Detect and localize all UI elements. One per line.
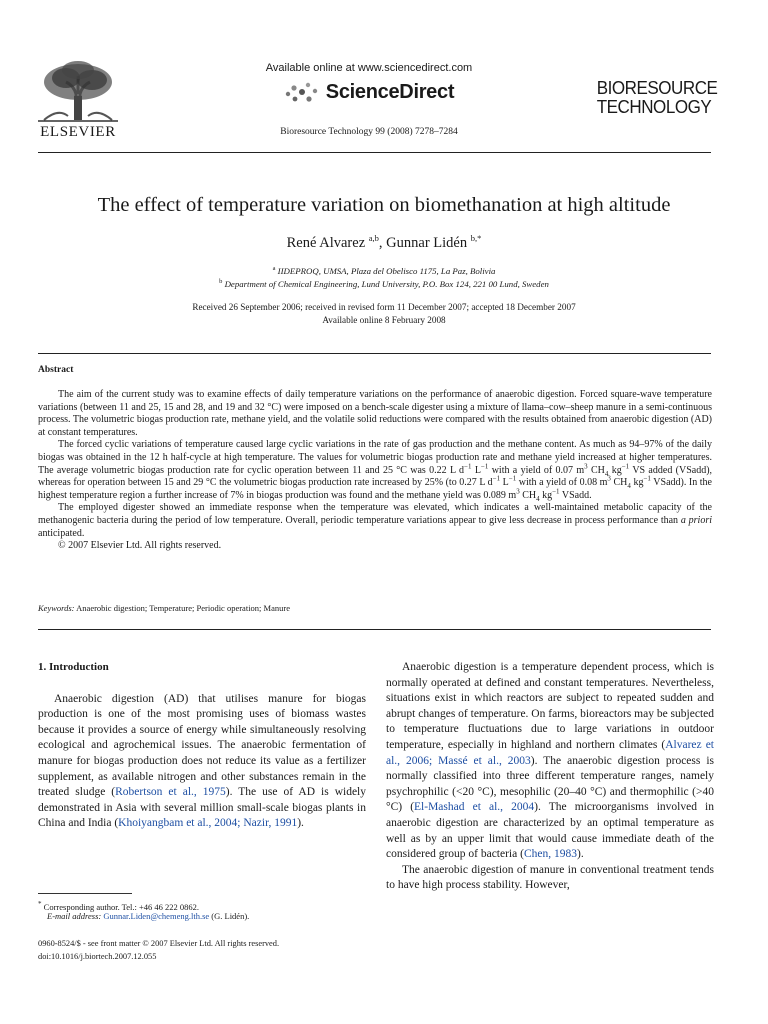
email-suffix: (G. Lidén). <box>211 911 250 921</box>
journal-reference: Bioresource Technology 99 (2008) 7278–7284 <box>280 127 458 137</box>
abstract-paragraph: The employed digester showed an immediate response when the temperature was elevated, which indicates a well-maintained metabolic capacity of the methanogenic bacteria during the period of low temperature. Overall, periodic temperature variations appear to give less decrease in process performance than a priori anticipated. <box>38 502 712 539</box>
footnote-divider <box>38 893 132 894</box>
available-online-date: Available online 8 February 2008 <box>322 315 446 325</box>
citation-link[interactable]: Alvarez et al., 2006; Massé et al., 2003 <box>386 738 714 767</box>
doi-line: doi:10.1016/j.biortech.2007.12.055 <box>38 952 157 961</box>
journal-logo-line1: BIORESOURCE <box>596 77 718 98</box>
right-column <box>386 660 714 894</box>
affiliation-b <box>0 278 768 289</box>
keywords-line <box>38 603 290 613</box>
received-dates: Received 26 September 2006; received in revised form 11 December 2007; accepted 18 December 2007 <box>192 302 576 312</box>
author-affil-marker: b,* <box>470 233 482 243</box>
abstract-paragraph: The forced cyclic variations of temperature caused large cyclic variations in the rate of gas production and the methane content. As much as 94–97% of the daily biogas was obtained in the 12 h half-cycle at high temperature. The values for volumetric biogas production rate and methane yield increased at higher temperatures. The average volumetric biogas production rate for cyclic operation between 11 and 25 °C was 0.22 L $d^{-1}$ $L^{-1}$ with a yield of 0.07 $m^3$ $CH_4$ $kg^{-1}$ VS added (VSadd), whereas for operation between 15 and 29 °C the volumetric biogas production rate increased by 25% (to 0.27 L $d^{-1}$ $L^{-1}$ with a yield of 0.08 $m^3$ $CH_4$ $kg^{-1}$ VSadd). In the highest temperature region a further increase of 7% in biogas production was found and the methane yield was 0.089 $m^3$ $CH_4$ $kg^{-1}$ VSadd. <box>38 439 713 503</box>
author-affil-marker: a,b <box>368 233 379 243</box>
body-paragraph: The anaerobic digestion of manure in conventional treatment tends to have high process stability. However, <box>386 863 714 892</box>
affiliation-a <box>0 265 768 276</box>
email-note <box>38 911 377 922</box>
body-paragraph: Anaerobic digestion is a temperature dependent process, which is normally operated at defined and constant temperatures. Nevertheless, situations exist in which reactors are subject to repeated sudden and abrupt changes of temperature. On farms, bioreactors may be subjected to temperature fluctuations due to large variations in outdoor temperature, especially in highland and northern climates (Alvarez et al., 2006; Massé et al., 2003). The anaerobic digestion process is normally classified into three different temperature ranges, namely psychrophilic (<20 °C), mesophilic (20–40 °C) and thermophilic (>40 °C) (El-Mashad et al., 2004). The microorganisms involved in anaerobic digestion are characterized by an optimal temperature as well as by an upper limit that would cause immediate death of the considered group of bacteria (Chen, 1983). <box>386 661 714 861</box>
header-divider <box>38 152 711 153</box>
keywords-label: Keywords: <box>38 603 75 613</box>
body-paragraph: Anaerobic digestion (AD) that utilises manure for biogas production is one of the most promising uses of biomass wastes because it provides a source of energy while simultaneously resolving ecological and agrochemical issues. The anaerobic fermentation of manure for biogas production does not reduce its value as a fertilizer supplement, as available nitrogen and other substances remain in the treated sludge (Robertson et al., 1975). The use of AD is widely demonstrated in Asia with several million small-scale biogas plants in China and India (Khoiyangbam et al., 2004; Nazir, 1991). <box>38 692 366 830</box>
citation-link[interactable]: El-Mashad et al., 2004 <box>414 801 535 814</box>
elsevier-wordmark: ELSEVIER <box>40 124 116 140</box>
citation-link[interactable]: Chen, 1983 <box>523 848 577 861</box>
affil-text: IIDEPROQ, UMSA, Plaza del Obelisco 1175, La Paz, Bolivia <box>277 265 496 276</box>
sciencedirect-dots-icon <box>284 80 320 104</box>
left-column <box>38 660 366 832</box>
footnote-marker: * <box>38 900 42 908</box>
citation-link[interactable]: Khoiyangbam et al., 2004; Nazir, 1991 <box>118 817 298 830</box>
keywords-text: Anaerobic digestion; Temperature; Periodic operation; Manure <box>76 603 290 613</box>
available-online-text: Available online at www.sciencedirect.com <box>265 62 473 74</box>
affil-marker: a <box>272 265 276 272</box>
affil-text: Department of Chemical Engineering, Lund University, P.O. Box 124, 221 00 Lund, Sweden <box>224 278 549 289</box>
author-name: Gunnar Lidén <box>386 234 468 251</box>
abstract-paragraph: The aim of the current study was to examine effects of daily temperature variations on the performance of anaerobic digestion. Forced square-wave temperature variations (between 11 and 25, 15 and 28, and 19 and 32 °C) were imposed on a bench-scale digester using a mixture of llama–cow–sheep manure in a semi-continuous process. The volumetric biogas production rate, methane yield, and the volatile solid reductions were compared with the results obtained from anaerobic digestion (AD) at constant temperatures. <box>38 389 712 438</box>
abstract-top-divider <box>38 353 711 354</box>
journal-logo <box>596 77 718 117</box>
email-label: E-mail address: <box>47 911 102 921</box>
author-name: René Alvarez <box>286 234 366 251</box>
section-heading: 1. Introduction <box>38 661 109 673</box>
citation-link[interactable]: Robertson et al., 1975 <box>115 786 226 799</box>
email-link[interactable]: Gunnar.Liden@chemeng.lth.se <box>103 911 210 921</box>
footnote-text: Corresponding author. Tel.: +46 46 222 0862. <box>43 901 200 912</box>
affil-marker: b <box>219 278 223 285</box>
abstract-bottom-divider <box>38 629 711 630</box>
sciencedirect-wordmark: ScienceDirect <box>325 80 455 103</box>
abstract-heading: Abstract <box>38 365 74 375</box>
issn-line: 0960-8524/$ - see front matter © 2007 Elsevier Ltd. All rights reserved. <box>38 939 280 948</box>
journal-logo-line2: TECHNOLOGY <box>596 96 712 117</box>
abstract-copyright: © 2007 Elsevier Ltd. All rights reserved. <box>58 540 222 552</box>
author-separator: , <box>378 234 387 251</box>
author-list <box>0 233 768 252</box>
abstract-body <box>38 389 712 553</box>
article-title: The effect of temperature variation on biomethanation at high altitude <box>97 194 671 216</box>
